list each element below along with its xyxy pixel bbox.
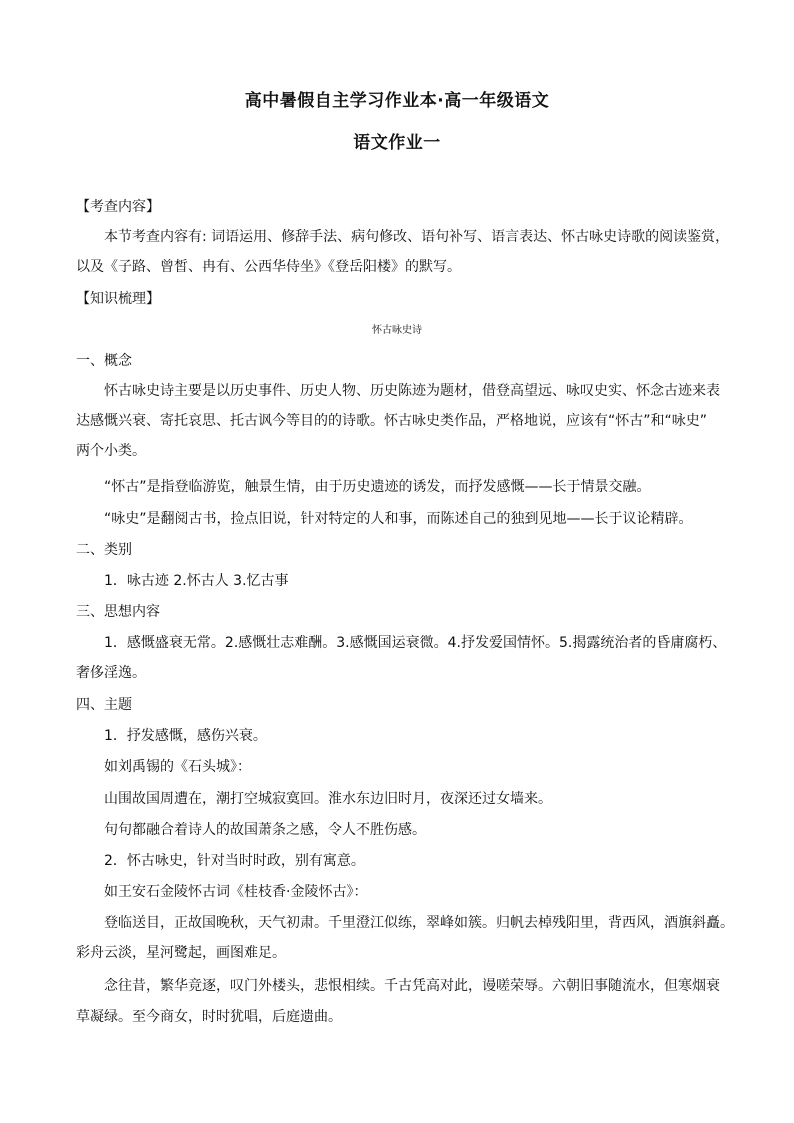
example-1-comment: 句句都融合着诗人的故国萧条之感，令人不胜伤感。 [104,822,426,838]
content-paragraph-line-2: 以及《子路、曾皙、冉有、公西华侍坐》《登岳阳楼》的默写。 [76,259,461,275]
theme-1: 1．抒发感慨，感伤兴衰。 [104,728,267,744]
concept-line-2: 达感慨兴衰、寄托哀思、托古讽今等目的的诗歌。怀古咏史类作品，严格地说，应该有“怀古”和“咏史” [76,413,708,429]
section-heading-content: 【考查内容】 [76,199,160,215]
theme-heading: 四、主题 [76,697,132,713]
concept-line-3: 两个小类。 [76,443,146,459]
huaigu-definition: “怀古”是指登临游览，触景生情，由于历史遗迹的诱发，而抒发感慨——长于情景交融。 [104,479,651,495]
topic-title: 怀古咏史诗 [372,325,422,336]
thought-line-1: 1．感慨盛衰无常。2.感慨壮志难酬。3.感慨国运衰微。4.抒发爱国情怀。5.揭露统治者的昏庸腐朽、 [104,635,727,651]
document-subtitle: 语文作业一 [353,133,441,153]
example-1-intro: 如刘禹锡的《石头城》： [104,759,251,775]
example-1-poem: 山围故国周遭在，潮打空城寂寞回。淮水东边旧时月，夜深还过女墙来。 [104,791,552,807]
category-heading: 二、类别 [76,542,132,558]
example-2-intro: 如王安石金陵怀古词《桂枝香·金陵怀古》： [104,884,368,900]
yongshi-definition: “咏史”是翻阅古书，捡点旧说，针对特定的人和事，而陈述自己的独到见地——长于议论精辟。 [104,511,693,527]
example-2-line-2: 彩舟云淡，星河鹭起，画图难足。 [76,945,286,961]
concept-line-1: 怀古咏史诗主要是以历史事件、历史人物、历史陈迹为题材，借登高望远、咏叹史实、怀念古迹来表 [104,383,720,399]
example-2-line-3: 念往昔，繁华竞逐，叹门外楼头，悲恨相续。千古凭高对此，谩嗟荣辱。六朝旧事随流水，但寒烟衰 [104,978,720,994]
example-2-line-1: 登临送目，正故国晚秋，天气初肃。千里澄江似练，翠峰如簇。归帆去棹残阳里，背西风，酒旗斜矗。 [104,915,734,931]
section-heading-knowledge: 【知识梳理】 [76,291,160,307]
thought-line-2: 奢侈淫逸。 [76,665,146,681]
concept-heading: 一、概念 [76,353,132,369]
theme-2: 2．怀古咏史，针对当时时政，别有寓意。 [104,853,365,869]
thought-heading: 三、思想内容 [76,604,160,620]
category-items: 1．咏古迹 2.怀古人 3.忆古事 [104,573,289,589]
example-2-line-4: 草凝绿。至今商女，时时犹唱，后庭遗曲。 [76,1009,342,1025]
document-title: 高中暑假自主学习作业本·高一年级语文 [244,91,550,111]
content-paragraph-line-1: 本节考查内容有: 词语运用、修辞手法、病句修改、语句补写、语言表达、怀古咏史诗歌的阅读鉴赏， [104,229,730,245]
